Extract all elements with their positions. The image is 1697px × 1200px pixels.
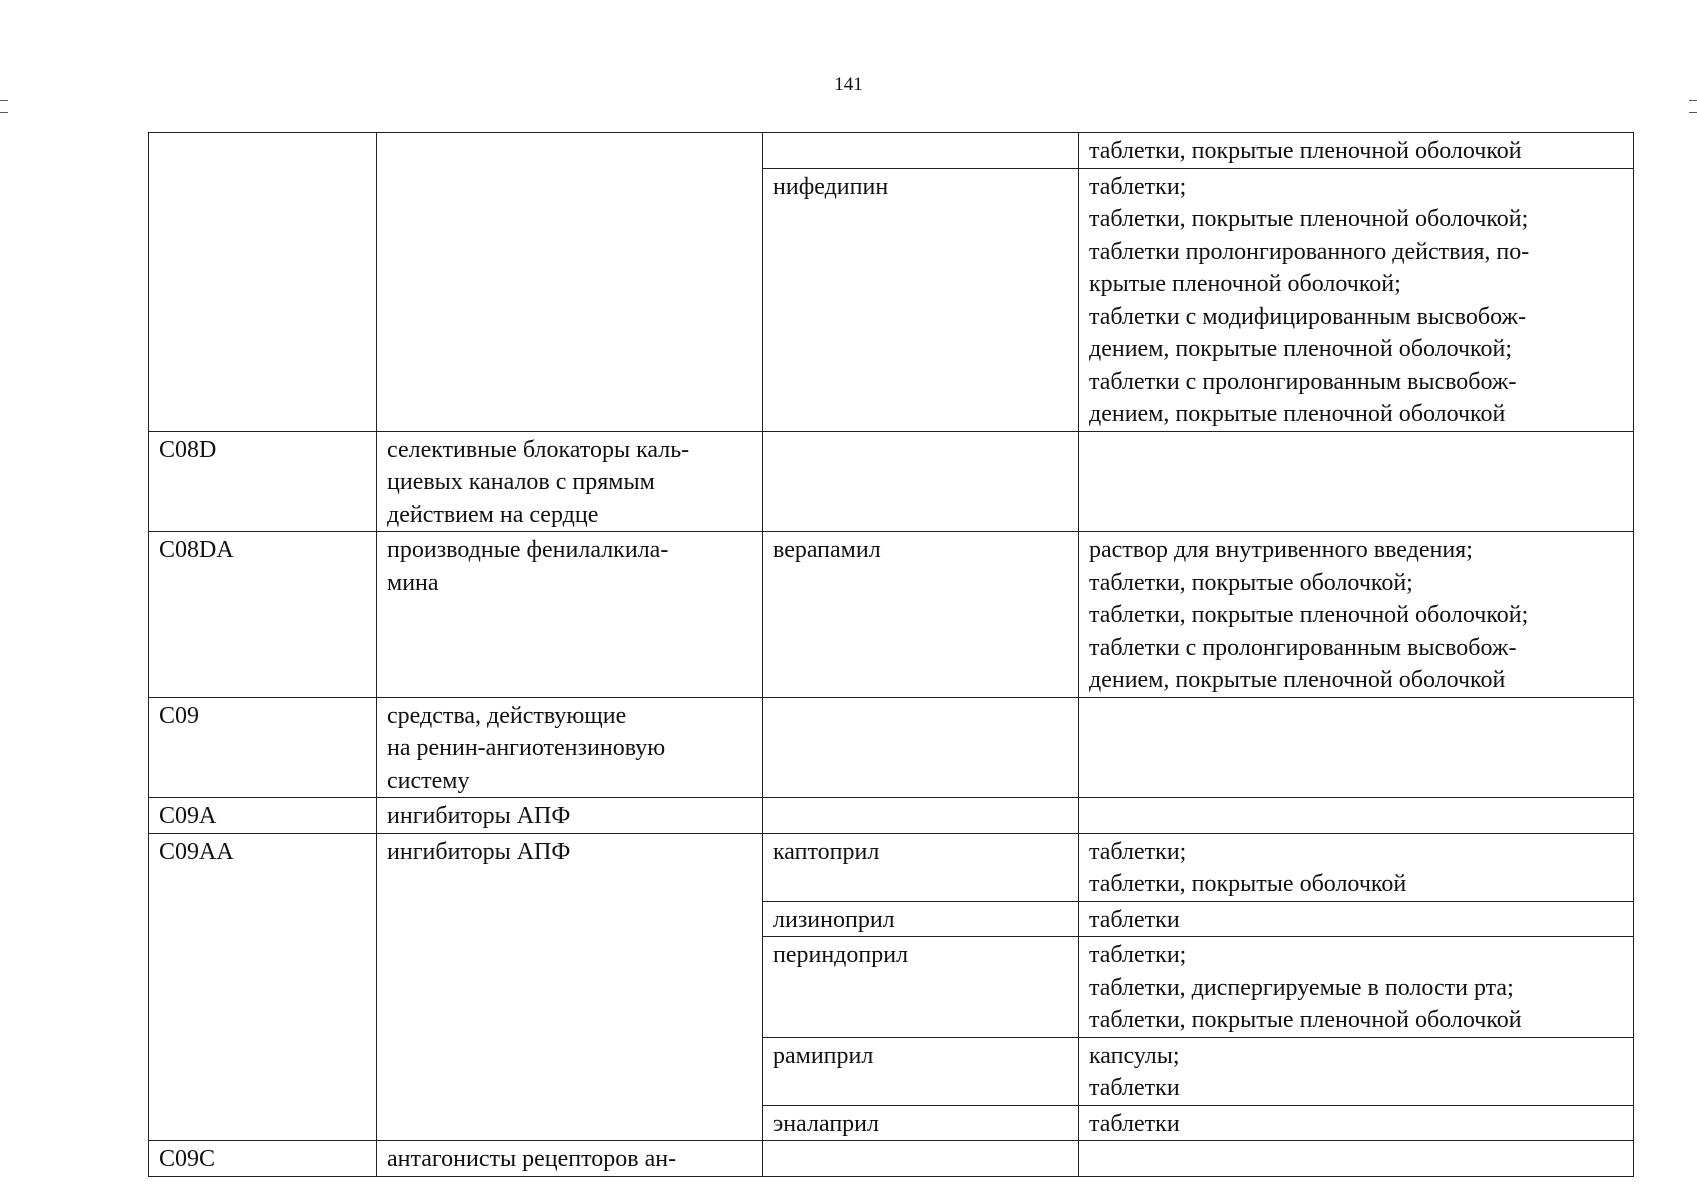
group-name-cell: производные фенилалкила- мина [377,532,763,698]
group-name-cell: ингибиторы АПФ [377,798,763,834]
atc-code-cell: C09C [149,1141,377,1177]
drug-name-cell [763,798,1079,834]
atc-code-cell: C08D [149,431,377,532]
drug-name-cell: верапамил [763,532,1079,698]
dosage-form-cell: таблетки; таблетки, покрытые пленочной оболочкой; таблетки пролонгированного действия, по- крытые пленочной оболочкой; таблетки с модифицированным высвобож- дением, покрытые пленочной оболочкой; таблетки с пролонгированным высвобож- дением, покрытые пленочной оболочкой [1079,168,1634,431]
drug-name-cell: эналаприл [763,1105,1079,1141]
group-name-cell: селективные блокаторы каль- циевых каналов с прямым действием на сердце [377,431,763,532]
dosage-form-cell: раствор для внутривенного введения; таблетки, покрытые оболочкой; таблетки, покрытые пленочной оболочкой; таблетки с пролонгированным высвобож- дением, покрытые пленочной оболочкой [1079,532,1634,698]
table-row [149,532,1634,698]
dosage-form-cell: таблетки [1079,901,1634,937]
drug-name-cell: периндоприл [763,937,1079,1038]
margin-mark [1689,100,1697,101]
drug-name-cell: лизиноприл [763,901,1079,937]
table-row [149,833,1634,901]
dosage-form-cell: капсулы; таблетки [1079,1037,1634,1105]
dosage-form-cell: таблетки [1079,1105,1634,1141]
table-row [149,1141,1634,1177]
atc-code-cell [149,133,377,432]
atc-code-cell: C09 [149,697,377,798]
page-number: 141 [834,74,863,95]
table-row [149,697,1634,798]
dosage-form-cell: таблетки, покрытые пленочной оболочкой [1079,133,1634,169]
atc-code-cell: C09A [149,798,377,834]
drug-name-cell: каптоприл [763,833,1079,901]
group-name-cell: ингибиторы АПФ [377,833,763,1141]
dosage-form-cell [1079,1141,1634,1177]
table-row [149,133,1634,169]
margin-mark [0,100,8,101]
drug-name-cell: нифедипин [763,168,1079,431]
atc-code-cell: C09AA [149,833,377,1141]
table-row [149,431,1634,532]
drug-name-cell [763,697,1079,798]
margin-mark [0,112,8,113]
table-row [149,798,1634,834]
atc-code-cell: C08DA [149,532,377,698]
group-name-cell: антагонисты рецепторов ан- [377,1141,763,1177]
drug-name-cell [763,133,1079,169]
dosage-form-cell [1079,798,1634,834]
drug-name-cell: рамиприл [763,1037,1079,1105]
dosage-form-cell: таблетки; таблетки, диспергируемые в полости рта; таблетки, покрытые пленочной оболочкой [1079,937,1634,1038]
dosage-form-cell: таблетки; таблетки, покрытые оболочкой [1079,833,1634,901]
dosage-form-cell [1079,697,1634,798]
group-name-cell [377,133,763,432]
margin-mark [1689,112,1697,113]
drug-name-cell [763,431,1079,532]
drug-list-table [148,132,1634,1177]
drug-name-cell [763,1141,1079,1177]
dosage-form-cell [1079,431,1634,532]
group-name-cell: средства, действующие на ренин-ангиотензиновую систему [377,697,763,798]
